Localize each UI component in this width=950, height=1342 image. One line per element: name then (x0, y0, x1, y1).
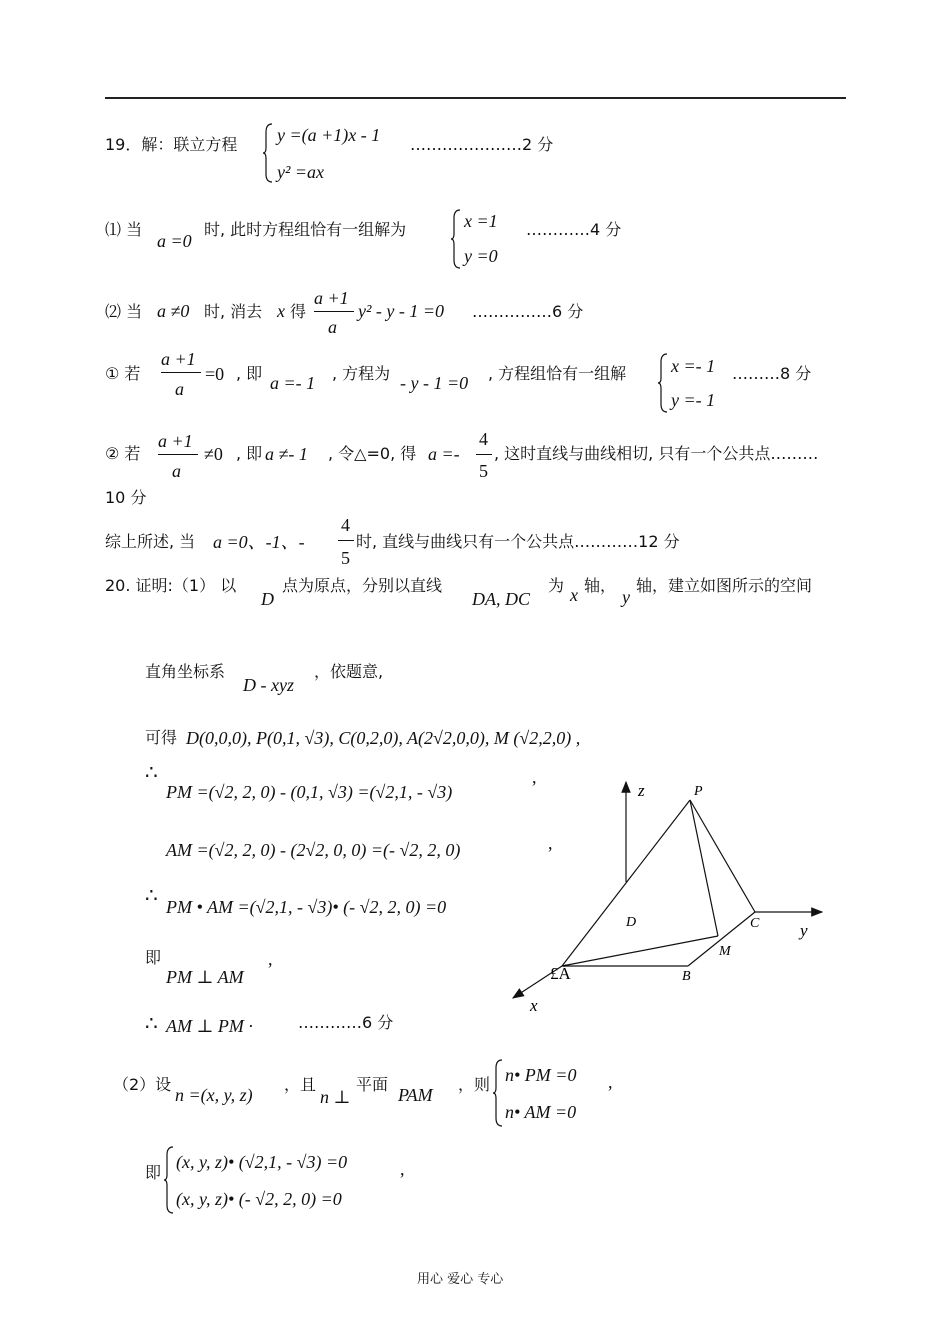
therefore: ∴ (145, 762, 158, 784)
label-z: z (638, 781, 645, 800)
label-d: D (626, 915, 637, 930)
edge-pc (690, 800, 755, 912)
system1-eq2: n• AM =0 (505, 1102, 577, 1122)
perp-am-pm: AM ⊥ PM · (166, 1016, 253, 1036)
score: …………………2 分 (410, 135, 554, 154)
fraction-denominator: a (172, 461, 181, 481)
am-vector: AM =(√2, 2, 0) - (2√2, 0, 0) =(- √2, 2, 0) (166, 840, 461, 860)
summary-text: 综上所述, 当 (105, 532, 196, 551)
fraction-numerator: a +1 (158, 431, 193, 451)
sub2-neq: ≠0 (204, 444, 223, 464)
fraction-numerator: a +1 (314, 288, 349, 308)
p19-eq1: y =(a +1)x - 1 (277, 125, 381, 145)
header-rule (105, 97, 846, 99)
case2-label: ⑵ 当 (105, 302, 143, 321)
label-x: x (530, 996, 538, 1015)
system2-eq1: (x, y, z)• (√2,1, - √3) =0 (176, 1152, 348, 1172)
plane-text: 平面 (356, 1075, 389, 1094)
fraction-bar (314, 311, 354, 312)
fraction-denominator: 5 (341, 548, 350, 568)
then: ，则 (458, 1075, 491, 1094)
sub1-sol-x: x =- 1 (671, 356, 716, 376)
part2-text: ，且 (284, 1075, 317, 1094)
case1-sol-x: x =1 (464, 211, 498, 231)
point-d: D (261, 589, 274, 609)
case2-text2: 得 (290, 302, 307, 321)
sub1-sol-y: y =- 1 (671, 390, 716, 410)
edge-am (562, 936, 718, 966)
sub2-text3: , 这时直线与曲线相切, 只有一个公共点……… (494, 444, 819, 463)
sub2-cond: a ≠- 1 (265, 444, 308, 464)
p20-header4: 轴， (584, 576, 617, 595)
label-m: M (719, 944, 731, 959)
ji: 即 (145, 948, 162, 967)
fraction-numerator: a +1 (161, 349, 196, 369)
sub1-eq: =0 (205, 364, 225, 384)
sub1-text2: , 方程为 (332, 364, 391, 383)
sub1-label: ① 若 (105, 364, 141, 383)
fraction-numerator: 4 (479, 429, 488, 449)
sub1-text3: , 方程组恰有一组解 (488, 364, 627, 383)
score: ……………6 分 (472, 302, 584, 321)
brace (450, 208, 462, 270)
brace (657, 352, 669, 414)
brace (492, 1058, 504, 1128)
therefore: ∴ (145, 885, 158, 907)
system2-eq2: (x, y, z)• (- √2, 2, 0) =0 (176, 1189, 342, 1209)
comma: , (532, 767, 537, 787)
points-label: 可得 (145, 728, 178, 747)
comma: , (268, 949, 273, 969)
n-perp: n ⊥ (320, 1087, 351, 1107)
fraction-bar (338, 540, 354, 541)
coord-text: 直角坐标系 (145, 662, 226, 681)
case1-text: 时, 此时方程组恰有一组解为 (204, 220, 407, 239)
plane: PAM (398, 1085, 433, 1105)
label-y: y (800, 921, 808, 940)
fraction-bar (476, 454, 492, 455)
score: …………4 分 (526, 220, 622, 239)
brace (262, 122, 274, 184)
part2-label: （2）设 (113, 1075, 172, 1094)
axis-x: x (570, 585, 578, 605)
comma: , (548, 833, 553, 853)
coord-text2: ，依题意, (314, 662, 384, 681)
p20-header5: 轴，建立如图所示的空间 (636, 576, 813, 595)
fraction-denominator: a (175, 379, 184, 399)
points: D(0,0,0), P(0,1, √3), C(0,2,0), A(2√2,0,0), M (√2,2,0) , (186, 728, 581, 748)
system1-eq1: n• PM =0 (505, 1065, 577, 1085)
case1-cond: a =0 (157, 231, 192, 251)
p20-header2: 点为原点，分别以直线 (282, 576, 443, 595)
fraction-denominator: 5 (479, 461, 488, 481)
case2-tail: y² - y - 1 =0 (358, 301, 445, 321)
sub1-cond: a =- 1 (270, 373, 316, 393)
sub1-text: , 即 (236, 364, 263, 383)
fraction-bar (158, 454, 198, 455)
case2-var: x (277, 301, 285, 321)
axis-y: y (622, 587, 630, 607)
label-b: B (682, 969, 691, 984)
label-p: P (694, 784, 703, 799)
lines: DA, DC (472, 589, 530, 609)
score: ………8 分 (732, 364, 812, 383)
p20-header3: 为 (548, 576, 565, 595)
p19-eq2: y² =ax (277, 162, 325, 182)
label-c: C (750, 916, 760, 931)
case1-label: ⑴ 当 (105, 220, 143, 239)
sub2-text: , 即 (236, 444, 263, 463)
fraction-numerator: 4 (341, 515, 350, 535)
sub2-a: a =- (428, 444, 460, 464)
edge-pm (690, 800, 718, 936)
score: 10 分 (105, 488, 147, 507)
pm-vector: PM =(√2, 2, 0) - (0,1, √3) =(√2,1, - √3) (166, 782, 453, 802)
n-def: n =(x, y, z) (175, 1085, 253, 1105)
fraction-denominator: a (328, 317, 337, 337)
fraction-bar (161, 372, 201, 373)
label-a: £Á (550, 964, 571, 983)
coord-system: D - xyz (243, 675, 294, 695)
perp-pm-am: PM ⊥ AM (166, 967, 244, 987)
case2-cond: a ≠0 (157, 301, 190, 321)
sub2-label: ② 若 (105, 444, 141, 463)
sub1-eq2: - y - 1 =0 (400, 373, 469, 393)
case2-text: 时, 消去 (204, 302, 263, 321)
footer: 用心 爱心 专心 (417, 1272, 504, 1287)
score: …………6 分 (298, 1013, 394, 1032)
brace (163, 1145, 175, 1215)
pyramid-figure (500, 767, 840, 1020)
dot-product: PM • AM =(√2,1, - √3)• (- √2, 2, 0) =0 (166, 897, 447, 917)
sub2-text2: , 令△=0, 得 (328, 444, 417, 463)
summary-values: a =0、-1、- (213, 532, 305, 552)
comma: , (608, 1072, 613, 1092)
summary-text2: 时, 直线与曲线只有一个公共点…………12 分 (356, 532, 680, 551)
p19-header: 19．解：联立方程 (105, 135, 238, 154)
therefore: ∴ (145, 1013, 158, 1035)
sys2-label: 即 (145, 1163, 162, 1182)
case1-sol-y: y =0 (464, 246, 498, 266)
comma: , (400, 1159, 405, 1179)
p20-header: 20. 证明:（1） 以 (105, 576, 237, 595)
